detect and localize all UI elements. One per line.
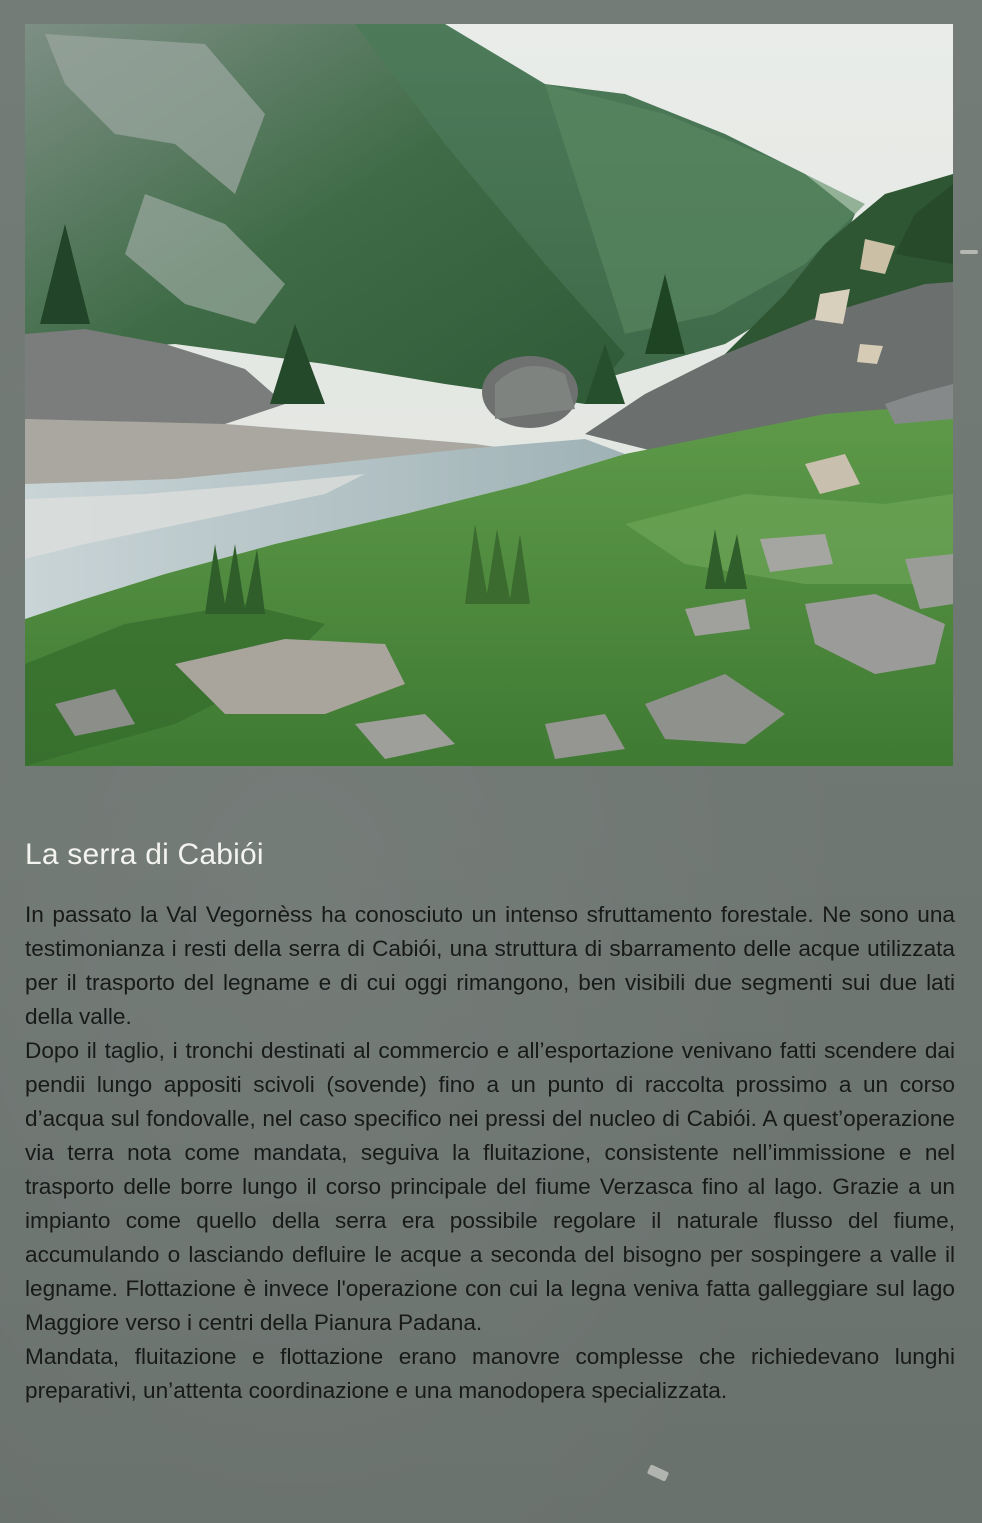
sign-body	[25, 898, 955, 1408]
paragraph-conclusion: Mandata, fluitazione e flottazione erano manovre complesse che richiedevano lunghi preparativi, un’attenta coordinazione e una manodopera specializzata.	[25, 1344, 955, 1403]
sign-title: La serra di Cabiói	[25, 838, 264, 871]
valley-photo-illustration	[25, 24, 953, 766]
surface-scratch	[960, 250, 978, 254]
valley-photo	[25, 24, 953, 766]
surface-scratch	[647, 1464, 669, 1482]
paragraph-history: In passato la Val Vegornèss ha conosciuto un intenso sfruttamento forestale. Ne sono una testimonianza i resti della serra di Cabiói, una struttura di sbarramento delle acque utilizzata per il trasporto del legname e di cui oggi rimangono, ben visibili due segmenti sui due lati della valle.	[25, 902, 955, 1029]
paragraph-process: Dopo il taglio, i tronchi destinati al commercio e all’esportazione venivano fatti scendere dai pendii lungo appositi scivoli (sovende) fino a un punto di raccolta prossimo a un corso d’acqua sul fondovalle, nel caso specifico nei pressi del nucleo di Cabiói. A quest’operazione via terra nota come mandata, seguiva la fluitazione, consistente nell’immissione e nel trasporto delle borre lungo il corso principale del fiume Verzasca fino al lago. Grazie a un impianto come quello della serra era possibile regolare il naturale flusso del fiume, accumulando o lasciando defluire le acque a seconda del bisogno per sospingere a valle il legname. Flottazione è invece l'operazione con cui la legna veniva fatta galleggiare sul lago Maggiore verso i centri della Pianura Padana.	[25, 1038, 955, 1335]
